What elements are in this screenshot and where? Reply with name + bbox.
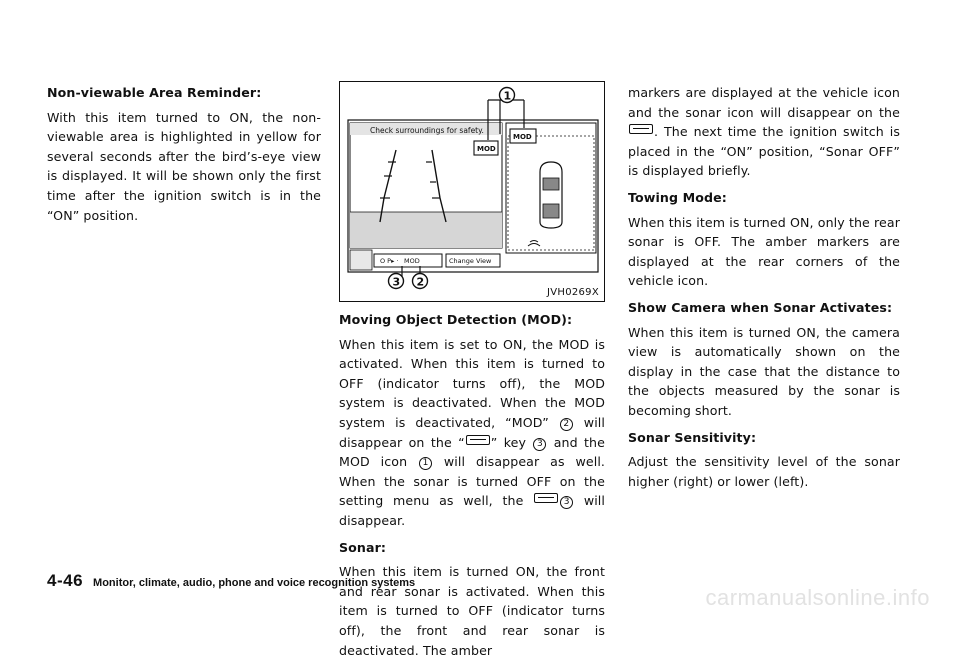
svg-text:3: 3 — [392, 275, 401, 289]
sonar-key-icon-inline — [466, 435, 490, 445]
sonar-key-icon — [350, 250, 372, 270]
left-column — [47, 83, 321, 232]
display-illustration — [340, 82, 604, 301]
middle-column — [339, 310, 605, 667]
page-number: 4-46 — [47, 571, 84, 590]
watermark: carmanualsonline.info — [705, 585, 930, 610]
paragraph-non-viewable-area: With this item turned to ON, the non-viewable area is highlighted in yellow for several seconds after the bird’s-eye view is displayed. It will be shown only the first time after the ignition switch is in the “ON” position. — [47, 109, 321, 223]
svg-text:MOD: MOD — [513, 133, 532, 141]
section-title: Monitor, climate, audio, phone and voice recognition systems — [93, 577, 416, 589]
svg-text:MOD: MOD — [477, 145, 496, 153]
callout-ref-1: 1 — [419, 457, 432, 470]
paragraph-sonar-continued: markers are displayed at the vehicle icon and the sonar icon will disappear on the . The next time the ignition switch is placed in the “ON” position, “Sonar OFF” is displayed briefly. — [628, 85, 900, 179]
heading-sonar-sensitivity: Sonar Sensitivity: — [628, 429, 757, 445]
paragraph-show-camera: When this item is turned ON, the camera view is automatically shown on the display in the case that the distance to the objects measured by the sonar is becoming short. — [628, 324, 900, 418]
paragraph-sonar: When this item is turned ON, the front and rear sonar is activated. When this item is turned to OFF (indicator turns off), the front and rear sonar is deactivated. The amber — [339, 564, 605, 658]
callout-ref-3b: 3 — [560, 496, 573, 509]
page-footer — [47, 571, 415, 591]
paragraph-sonar-sensitivity: Adjust the sensitivity level of the sonar higher (right) or lower (left). — [628, 454, 900, 489]
heading-non-viewable-area: Non-viewable Area Reminder: — [47, 85, 262, 100]
svg-text:MOD: MOD — [404, 257, 420, 265]
paragraph-towing-mode: When this item is turned ON, only the rear sonar is OFF. The amber markers are displayed at the rear corners of the vehicle icon. — [628, 214, 900, 289]
right-column — [628, 83, 900, 498]
sonar-key-icon-inline-3 — [629, 124, 653, 134]
figure-id: JVH0269X — [546, 287, 599, 298]
callout-ref-3: 3 — [533, 438, 546, 451]
heading-mod: Moving Object Detection (MOD): — [339, 312, 573, 327]
callout-ref-2: 2 — [560, 418, 573, 431]
svg-text:2: 2 — [416, 275, 425, 289]
heading-sonar: Sonar: — [339, 539, 387, 555]
heading-show-camera: Show Camera when Sonar Activates: — [628, 299, 893, 315]
svg-text:Change View: Change View — [449, 257, 492, 265]
paragraph-mod: When this item is set to ON, the MOD is activated. When this item is turned to OFF (indicator turns off), the MOD system is deactivated. When the MOD system is deactivated, “MOD” 2 will disappear on the “ ” key 3 and the MOD icon 1 will disappear as well. When the sonar is turned OFF on the setting menu as well, the 3 will disappear. — [339, 336, 606, 528]
svg-text:1: 1 — [503, 89, 512, 103]
svg-text:O P▸ ·: O P▸ · — [380, 257, 399, 265]
screen-message: Check surroundings for safety. — [370, 126, 484, 135]
sonar-key-icon-inline-2 — [534, 493, 558, 503]
figure-display-illustration — [339, 81, 605, 302]
heading-towing-mode: Towing Mode: — [628, 189, 727, 205]
